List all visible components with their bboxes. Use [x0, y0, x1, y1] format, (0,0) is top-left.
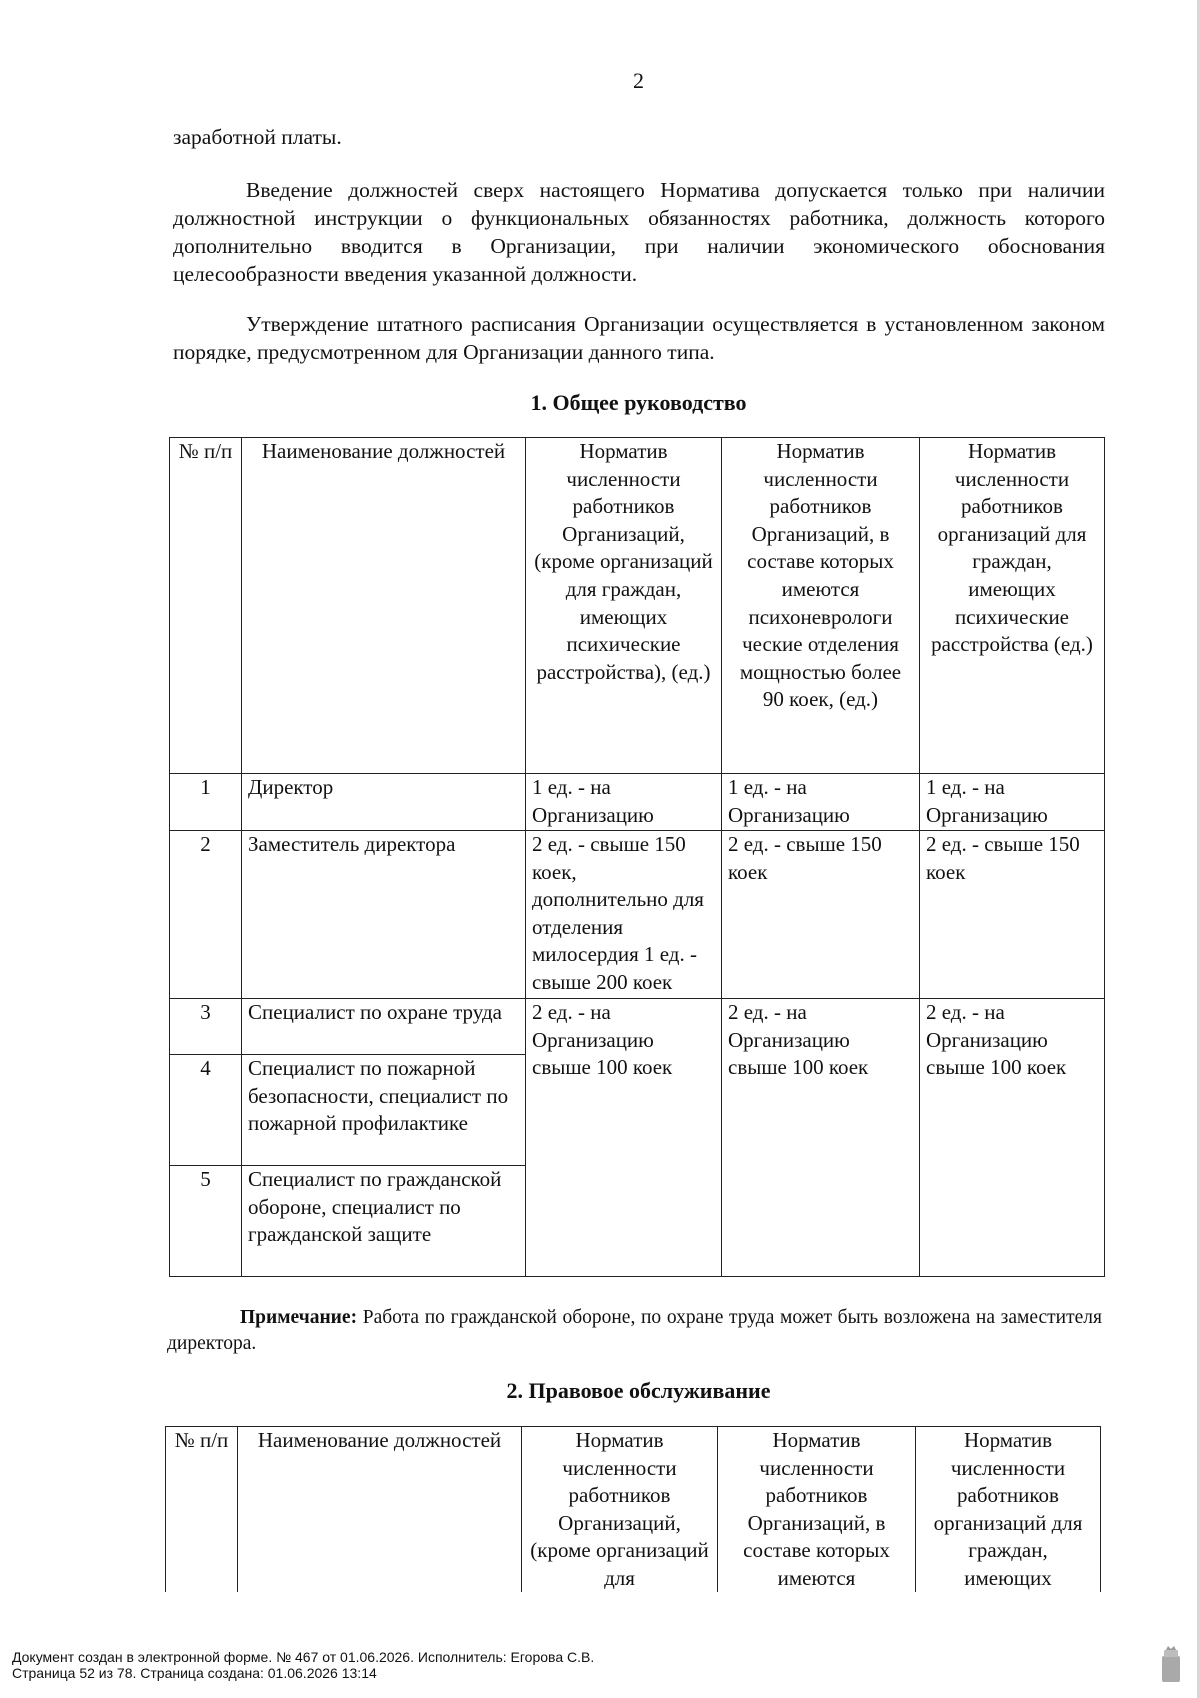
paragraph-positions: Введение должностей сверх настоящего Норматива допускается только при наличии должностной инструкции о функциональных обязанностях работника, должность которого дополнительно вводится в Организации, при наличии экономического обоснования целесообразности введения указанной должности.	[173, 178, 1105, 286]
row-position: Специалист по охране труда	[242, 999, 526, 1055]
row-position: Заместитель директора	[242, 831, 526, 999]
footer-document-info: Документ создан в электронной форме. № 467 от 01.06.2026. Исполнитель: Егорова С.В.	[12, 1649, 595, 1665]
note-label: Примечание:	[240, 1307, 358, 1328]
row-num: 4	[170, 1055, 242, 1166]
header-norm-mental-disorders: Норматив численности работников организаций для граждан, имеющих	[916, 1427, 1101, 1593]
footer-page-info: Страница 52 из 78. Страница создана: 01.06.2026 13:14	[12, 1665, 377, 1681]
row-norm-3: 2 ед. - свыше 150 коек	[920, 831, 1105, 999]
row-position: Специалист по пожарной безопасности, специалист по пожарной профилактике	[242, 1055, 526, 1166]
header-norm-psycho-dept: Норматив численности работников Организаций, в составе которых имеются психоневрологи ческие отделения мощностью более 90 коек, (ед.)	[722, 438, 920, 774]
row-position: Директор	[242, 774, 526, 831]
header-num: № п/п	[166, 1427, 238, 1593]
row-num: 2	[170, 831, 242, 999]
paragraph-staffing: Утверждение штатного расписания Организации осуществляется в установленном законом порядке, предусмотренном для Организации данного типа.	[173, 312, 1105, 364]
note	[167, 1305, 1102, 1357]
header-norm-general: Норматив численности работников Организаций, (кроме организаций для	[522, 1427, 718, 1593]
row-norm-1: 2 ед. - на Организацию свыше 100 коек	[526, 999, 722, 1277]
header-norm-general: Норматив численности работников Организаций, (кроме организаций для граждан, имеющих психические расстройства), (ед.)	[526, 438, 722, 774]
header-position-name: Наименование должностей	[242, 438, 526, 774]
row-norm-2: 1 ед. - на Организацию	[722, 774, 920, 831]
header-norm-psycho-dept: Норматив численности работников Организаций, в составе которых имеются	[718, 1427, 916, 1593]
table-row	[170, 774, 1105, 831]
table-general-management	[169, 437, 1105, 1277]
row-num: 3	[170, 999, 242, 1055]
header-num: № п/п	[170, 438, 242, 774]
table-row	[170, 831, 1105, 999]
row-norm-2: 2 ед. - на Организацию свыше 100 коек	[722, 999, 920, 1277]
page-number: 2	[633, 68, 644, 93]
section1-title: 1. Общее руководство	[530, 390, 747, 415]
row-norm-3: 1 ед. - на Организацию	[920, 774, 1105, 831]
table-header-row	[166, 1427, 1101, 1593]
row-num: 5	[170, 1166, 242, 1277]
footer	[12, 1649, 594, 1681]
row-position: Специалист по гражданской обороне, специалист по гражданской защите	[242, 1166, 526, 1277]
note-text: Работа по гражданской обороне, по охране труда может быть возложена на заместителя директора.	[167, 1307, 1102, 1354]
row-norm-1: 2 ед. - свыше 150 коек, дополнительно для отделения милосердия 1 ед. - свыше 200 коек	[526, 831, 722, 999]
row-norm-2: 2 ед. - свыше 150 коек	[722, 831, 920, 999]
table-legal-services-wrapper	[165, 1426, 1103, 1592]
document-stamp-icon	[1160, 1646, 1182, 1684]
header-position-name: Наименование должностей	[238, 1427, 522, 1593]
table-legal-services	[165, 1426, 1101, 1592]
paragraph-intro: заработной платы.	[173, 125, 342, 149]
section2-title: 2. Правовое обслуживание	[506, 1378, 771, 1403]
row-norm-1: 1 ед. - на Организацию	[526, 774, 722, 831]
header-norm-mental-disorders: Норматив численности работников организаций для граждан, имеющих психические расстройства (ед.)	[920, 438, 1105, 774]
row-norm-3: 2 ед. - на Организацию свыше 100 коек	[920, 999, 1105, 1277]
table-header-row	[170, 438, 1105, 774]
table-row	[170, 999, 1105, 1055]
row-num: 1	[170, 774, 242, 831]
